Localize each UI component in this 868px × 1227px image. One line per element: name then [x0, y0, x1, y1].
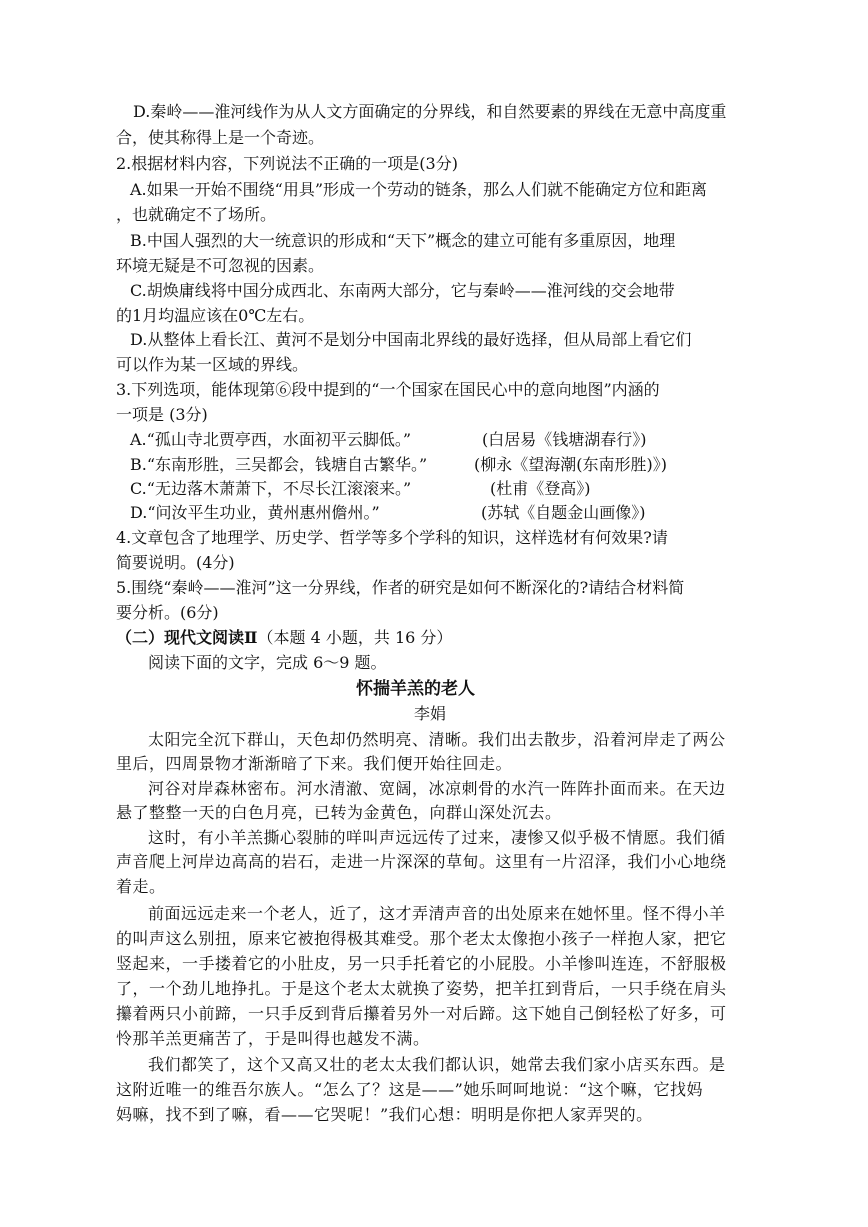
question-5-line2: 要分析。(6分)	[116, 603, 219, 622]
question-4-line2: 简要说明。(4分)	[116, 553, 235, 572]
q3-option-d: D.“问汝平生功业，黄州惠州儋州。”	[130, 503, 380, 522]
section-heading-title: （二）现代文阅读Ⅱ	[116, 628, 258, 647]
article-p1-line2: 里后，四周景物才渐渐暗了下来。我们便开始往回走。	[116, 754, 513, 773]
article-p4-line3: 竖起来，一手搂着它的小肚皮，另一只手托着它的小屁股。小羊惨叫连连，不舒服极	[116, 954, 727, 973]
question-3-stem-line2: 一项是 (3分)	[116, 405, 208, 424]
option-d-line2: 合，使其称得上是一个奇迹。	[116, 128, 325, 147]
article-title: 怀揣羊羔的老人	[356, 679, 475, 699]
section-heading	[116, 628, 452, 648]
question-4-line1: 4.文章包含了地理学、历史学、哲学等多个学科的知识，这样选材有何效果?请	[116, 528, 668, 547]
article-p4-line6: 怜那羊羔更痛苦了，于是叫得也越发不满。	[116, 1029, 430, 1048]
q3-option-d-source: (苏轼《自题金山画像》)	[481, 503, 646, 522]
article-p2-line1: 河谷对岸森林密布。河水清澈、宽阔，冰凉刺骨的水汽一阵阵扑面而来。在天边	[148, 779, 726, 798]
article-p4-line5: 攥着两只小前蹄，一只手反到背后攥着另外一对后蹄。这下她自己倒轻松了好多，可	[116, 1004, 727, 1023]
section-heading-note: （本题 4 小题，共 16 分）	[257, 628, 453, 647]
article-p4-line4: 了，一个劲儿地挣扎。于是这个老太太就换了姿势，把羊扛到背后，一只手绕在肩头	[116, 979, 727, 998]
article-p1-line1: 太阳完全沉下群山，天色却仍然明亮、清晰。我们出去散步，沿着河岸走了两公	[148, 730, 726, 749]
q3-option-b: B.“东南形胜，三吴都会，钱塘自古繁华。”	[130, 455, 428, 474]
q2-option-b-line1: B.中国人强烈的大一统意识的形成和“天下”概念的建立可能有多重原因，地理	[130, 231, 676, 250]
article-p5-line3: 妈嘛，找不到了嘛，看——它哭呢！”我们心想：明明是你把人家弄哭的。	[116, 1105, 653, 1124]
q3-option-c: C.“无边落木萧萧下，不尽长江滚滚来。”	[130, 479, 412, 498]
q3-option-c-source: (杜甫《登高》)	[490, 479, 591, 498]
q2-option-d-line2: 可以作为某一区域的界线。	[116, 355, 309, 374]
q2-option-a-line1: A.如果一开始不围绕“用具”形成一个劳动的链条，那么人们就不能确定方位和距离	[130, 180, 708, 199]
q3-option-a: A.“孤山寺北贾亭西，水面初平云脚低。”	[130, 430, 412, 449]
option-d-line1: D.秦岭——淮河线作为从人文方面确定的分界线，和自然要素的界线在无意中高度重	[133, 102, 727, 121]
article-p4-line2: 的叫声这么别扭，原来它被抱得极其难受。那个老太太像抱小孩子一样抱人家，把它	[116, 929, 727, 948]
question-2-stem: 2.根据材料内容，下列说法不正确的一项是(3分)	[116, 154, 458, 173]
article-p3-line1: 这时，有小羊羔撕心裂肺的咩叫声远远传了过来，凄惨又似乎极不情愿。我们循	[148, 828, 726, 847]
article-p3-line2: 声音爬上河岸边高高的岩石，走进一片深深的草甸。这里有一片沼泽，我们小心地绕	[116, 852, 727, 871]
q2-option-d-line1: D.从整体上看长江、黄河不是划分中国南北界线的最好选择，但从局部上看它们	[130, 330, 692, 349]
q2-option-b-line2: 环境无疑是不可忽视的因素。	[116, 256, 325, 275]
q2-option-a-line2: ，也就确定不了场所。	[116, 205, 277, 224]
question-5-line1: 5.围绕“秦岭——淮河”这一分界线，作者的研究是如何不断深化的?请结合材料简	[116, 578, 685, 597]
article-p3-line3: 着走。	[116, 877, 166, 896]
article-p5-line1: 我们都笑了，这个又高又壮的老太太我们都认识，她常去我们家小店买东西。是	[148, 1055, 726, 1074]
article-p2-line2: 悬了整整一天的白色月亮，已转为金黄色，向群山深处沉去。	[116, 803, 562, 822]
q2-option-c-line2: 的1月均温应该在0℃左右。	[116, 306, 315, 325]
q3-option-a-source: (白居易《钱塘湖春行》)	[482, 430, 647, 449]
section-instruction: 阅读下面的文字，完成 6～9 题。	[148, 653, 387, 672]
article-p4-line1: 前面远远走来一个老人，近了，这才弄清声音的出处原来在她怀里。怪不得小羊	[148, 904, 726, 923]
article-p5-line2: 这附近唯一的维吾尔族人。“怎么了？这是——”她乐呵呵地说：“这个嘛，它找妈	[116, 1080, 704, 1099]
article-author: 李娟	[414, 704, 447, 723]
q2-option-c-line1: C.胡焕庸线将中国分成西北、东南两大部分，它与秦岭——淮河线的交会地带	[130, 281, 675, 300]
question-3-stem-line1: 3.下列选项，能体现第⑥段中提到的“一个国家在国民心中的意向地图”内涵的	[116, 380, 660, 399]
q3-option-b-source: (柳永《望海潮(东南形胜)》)	[474, 455, 667, 474]
